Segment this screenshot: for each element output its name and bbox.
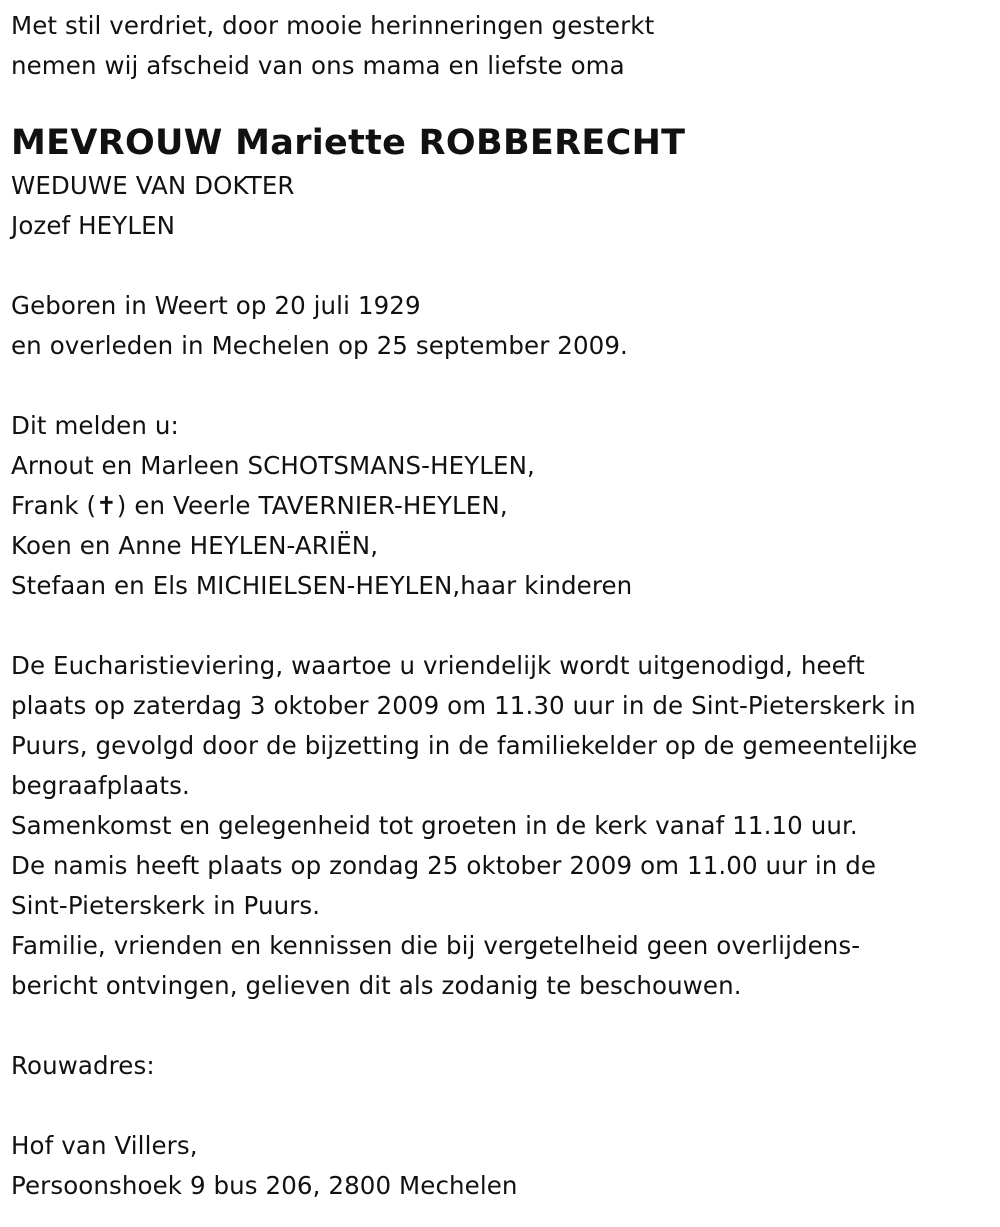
announcer-line: Arnout en Marleen SCHOTSMANS-HEYLEN, — [11, 451, 535, 480]
address-heading: Rouwadres: — [11, 1051, 155, 1080]
obituary-notice — [11, 6, 996, 1206]
spacer — [11, 1006, 996, 1046]
deceased-spouse: Jozef HEYLEN — [11, 211, 176, 240]
deceased-block — [11, 120, 996, 246]
deceased-name: MEVROUW Mariette ROBBERECHT — [11, 123, 686, 163]
address-line: Hof van Villers, — [11, 1131, 198, 1160]
announcers-block — [11, 406, 996, 606]
spacer — [11, 1086, 996, 1126]
spacer — [11, 366, 996, 406]
announcer-line: Koen en Anne HEYLEN-ARIËN, — [11, 531, 379, 560]
ceremony-block — [11, 646, 996, 1006]
announcer-line: Frank (✝) en Veerle TAVERNIER-HEYLEN, — [11, 491, 508, 520]
spacer — [11, 606, 996, 646]
address-line: Persoonshoek 9 bus 206, 2800 Mechelen — [11, 1171, 518, 1200]
death-line: en overleden in Mechelen op 25 september 2009. — [11, 331, 628, 360]
address-block — [11, 1046, 996, 1206]
ceremony-line: Samenkomst en gelegenheid tot groeten in de kerk vanaf 11.10 uur. — [11, 811, 858, 840]
spacer — [11, 86, 996, 120]
ceremony-line: De Eucharistieviering, waartoe u vriendelijk wordt uitgenodigd, heeft — [11, 651, 865, 680]
announcer-line: Stefaan en Els MICHIELSEN-HEYLEN,haar kinderen — [11, 571, 633, 600]
ceremony-line: Sint-Pieterskerk in Puurs. — [11, 891, 321, 920]
ceremony-line: bericht ontvingen, gelieven dit als zodanig te beschouwen. — [11, 971, 742, 1000]
deceased-title: WEDUWE VAN DOKTER — [11, 171, 295, 200]
announcers-heading: Dit melden u: — [11, 411, 179, 440]
birth-line: Geboren in Weert op 20 juli 1929 — [11, 291, 421, 320]
ceremony-line: plaats op zaterdag 3 oktober 2009 om 11.30 uur in de Sint-Pieterskerk in — [11, 691, 916, 720]
ceremony-line: De namis heeft plaats op zondag 25 oktober 2009 om 11.00 uur in de — [11, 851, 877, 880]
intro-block — [11, 6, 996, 86]
intro-line: nemen wij afscheid van ons mama en liefste oma — [11, 51, 625, 80]
spacer — [11, 246, 996, 286]
life-dates-block — [11, 286, 996, 366]
ceremony-line: Puurs, gevolgd door de bijzetting in de familiekelder op de gemeentelijke — [11, 731, 918, 760]
ceremony-line: Familie, vrienden en kennissen die bij vergetelheid geen overlijdens- — [11, 931, 861, 960]
intro-line: Met stil verdriet, door mooie herinneringen gesterkt — [11, 11, 655, 40]
ceremony-line: begraafplaats. — [11, 771, 190, 800]
